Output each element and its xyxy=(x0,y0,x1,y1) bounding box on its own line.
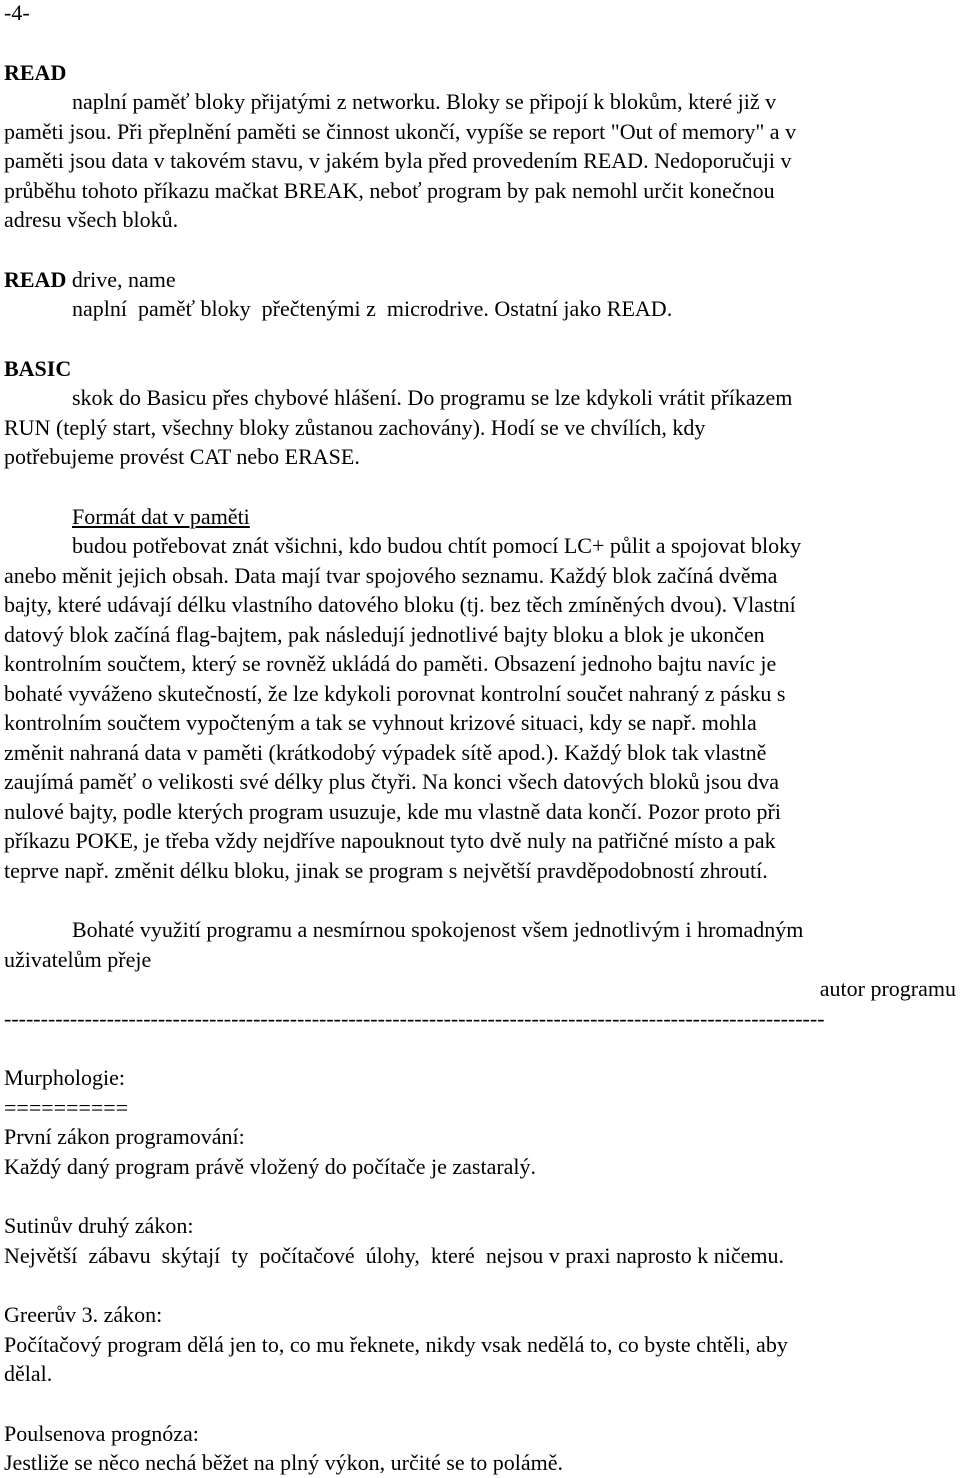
law-text: Počítačový program dělá jen to, co mu řeknete, nikdy vsak nedělá to, co byste chtěli, aby xyxy=(4,1331,788,1357)
murphologie-title: Murphologie: xyxy=(4,1065,125,1090)
section-title-basic: BASIC xyxy=(4,355,72,381)
paragraph-line: RUN (teplý start, všechny bloky zůstanou zachovány). Hodí se ve chvílích, kdy xyxy=(4,414,706,440)
paragraph-line: paměti jsou data v takovém stavu, v jakém byla před provedením READ. Nedoporučuji v xyxy=(4,148,792,173)
paragraph-line: naplní paměť bloky přijatými z networku. Bloky se připojí k blokům, které již v xyxy=(72,89,777,114)
document-page xyxy=(4,0,956,1478)
underlined-heading: Formát dat v paměti xyxy=(72,503,250,529)
closing-line: uživatelům přeje xyxy=(4,946,152,972)
paragraph-line: teprve např. změnit délku bloku, jinak se program s největší pravděpodobností zhroutí. xyxy=(4,857,768,883)
murphologie-underline: ========== xyxy=(4,1094,129,1120)
paragraph-line: kontrolním součtem vypočteným a tak se vyhnout krizové situaci, kdy se např. mohla xyxy=(4,710,757,735)
paragraph-line: zaujímá paměť o velikosti své délky plus čtyři. Na konci všech datových bloků jsou dva xyxy=(4,769,779,794)
law-text: Každý daný program právě vložený do počítače je zastaralý. xyxy=(4,1153,537,1179)
law-text: Největší zábavu skýtají ty počítačové úlohy, které nejsou v praxi naprosto k ničemu. xyxy=(4,1242,784,1268)
separator-line: ---------------------------------------------------------------------------------------------------------------- xyxy=(4,1005,825,1031)
paragraph-line: bajty, které udávají délku vlastního datového bloku (tj. bez těch zmíněných dvou). Vlastní xyxy=(4,592,796,617)
paragraph-line: nulové bajty, podle kterých program usuzuje, kde mu vlastně data končí. Pozor proto při xyxy=(4,798,781,824)
law-text: Jestliže se něco nechá běžet na plný výkon, určité se to polámě. xyxy=(4,1450,563,1475)
law-heading: Poulsenova prognóza: xyxy=(4,1420,199,1446)
command-keyword: READ xyxy=(4,266,67,292)
section-title-format xyxy=(4,502,956,532)
paragraph-line: bohaté vyváženo skutečností, že lze kdykoli porovnat kontrolní součet nahraný z pásku s xyxy=(4,680,786,706)
paragraph-line: adresu všech bloků. xyxy=(4,207,179,232)
paragraph-line: datový blok začíná flag-bajtem, pak následují jednotlivé bajty bloku a blok je ukončen xyxy=(4,621,765,647)
command-params: drive, name xyxy=(66,266,176,292)
law-heading: Sutinův druhý zákon: xyxy=(4,1213,194,1238)
paragraph-line: příkazu POKE, je třeba vždy nejdříve napouknout tyto dvě nuly na patřičné místo a pak xyxy=(4,828,776,853)
paragraph-line: potřebujeme provést CAT nebo ERASE. xyxy=(4,444,360,469)
law-heading: Greerův 3. zákon: xyxy=(4,1302,163,1327)
paragraph-line: kontrolním součtem, který se rovněž ukládá do paměti. Obsazení jednoho bajtu navíc je xyxy=(4,651,777,676)
paragraph-line: paměti jsou. Při přeplnění paměti se činnost ukončí, vypíše se report "Out of memory" a v xyxy=(4,118,797,144)
law-heading: První zákon programování: xyxy=(4,1124,245,1149)
signature: autor programu xyxy=(819,976,956,1001)
paragraph-line: průběhu tohoto příkazu mačkat BREAK, neboť program by pak nemohl určit konečnou xyxy=(4,177,775,203)
section-title-read-drive xyxy=(4,265,956,295)
section-title-read: READ xyxy=(4,59,67,85)
paragraph-line: naplní paměť bloky přečtenými z microdrive. Ostatní jako READ. xyxy=(72,296,673,321)
paragraph-line: změnit nahraná data v paměti (krátkodobý výpadek sítě apod.). Každý blok tak vlastně xyxy=(4,739,767,765)
paragraph-line: skok do Basicu přes chybové hlášení. Do programu se lze kdykoli vrátit příkazem xyxy=(72,385,793,410)
page-number: -4- xyxy=(4,0,30,25)
paragraph-line: budou potřebovat znát všichni, kdo budou chtít pomocí LC+ půlit a spojovat bloky xyxy=(72,533,802,558)
law-text: dělal. xyxy=(4,1361,53,1386)
paragraph-line: anebo měnit jejich obsah. Data mají tvar spojového seznamu. Každý blok začíná dvěma xyxy=(4,562,778,588)
closing-line: Bohaté využití programu a nesmírnou spokojenost všem jednotlivým i hromadným xyxy=(72,917,804,942)
